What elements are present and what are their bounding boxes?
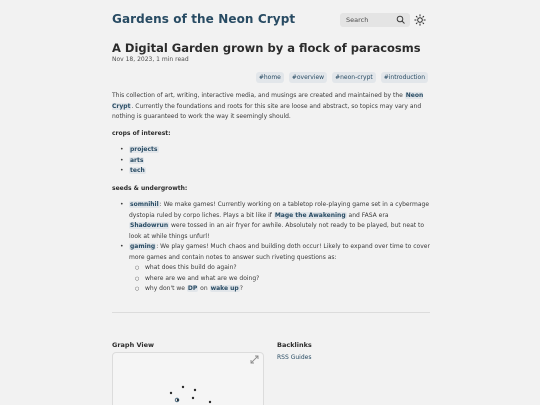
graph-canvas[interactable] [113,353,265,405]
backlink-rss-guides[interactable]: RSS Guides [277,354,312,361]
search-bar[interactable] [340,13,410,27]
wake-up-link[interactable]: wake up [210,285,239,292]
list-item [112,242,430,295]
seeds-heading: seeds & undergrowth: [112,184,188,192]
read-time: 1 min read [156,56,189,63]
tag-list [256,72,428,83]
graph-node [194,389,196,391]
list-item [129,284,430,295]
site-title[interactable]: Gardens of the Neon Crypt [112,12,296,26]
list-item [112,166,430,177]
gaming-questions [129,263,430,295]
intro-text: This collection of art, writing, interactive media, and musings are created and maintained by the [112,92,405,99]
projects-link[interactable]: projects [130,146,158,153]
intro-paragraph [112,91,430,123]
tag-overview[interactable]: #overview [289,72,327,83]
arts-link[interactable]: arts [130,156,144,164]
article-date: Nov 18, 2023, [112,56,155,63]
list-item [112,200,430,242]
graph-node [182,386,184,388]
shadowrun-link[interactable]: Shadowrun [130,222,169,229]
article-body [112,91,430,302]
article-meta [112,56,189,63]
list-item [112,145,430,156]
tech-link[interactable]: tech [130,167,145,174]
crops-heading: crops of interest: [112,129,171,137]
mage-link[interactable]: Mage the Awakening [274,211,346,219]
list-item: ○ where are we and what are we doing? [129,274,430,285]
graph-node [170,392,172,394]
list-item: ○ what does this build do again? [129,263,430,274]
backlinks-title: Backlinks [277,341,312,349]
somnihil-text-2: and FASA era [346,211,389,219]
graph-node [209,401,211,403]
gaming-link[interactable]: gaming [130,243,156,250]
somnihil-link[interactable]: somnihil [130,201,159,208]
q3-text-3: ? [239,285,243,292]
neon-crypt-link[interactable]: Neon Crypt [112,92,424,110]
expand-icon[interactable] [250,355,259,364]
q3-text-2: on [198,285,210,292]
tag-neon-crypt[interactable]: #neon-crypt [332,72,376,83]
graph-node [192,397,194,399]
graph-view[interactable] [112,352,264,405]
search-icon[interactable] [396,15,406,25]
somnihil-text-3: were tossed in an air fryer for awhile. Absolutely not ready to be played, but neat to look at while things unfurl! [129,222,425,240]
crops-list [112,145,430,177]
search-placeholder: Search [346,16,369,24]
seeds-list [112,200,430,295]
somnihil-text: : We make games! Currently working on a tabletop role-playing game set in a cybermage dystopia ruled by corpo liches. Plays a bit like if [129,201,430,219]
article-title: A Digital Garden grown by a flock of paracosms [112,41,421,55]
sun-icon[interactable] [414,14,426,26]
gaming-text: : We play games! Much chaos and building doth occur! Likely to expand over time to cover more games and contain notes to answer such riveting questions as: [129,243,430,261]
list-item [112,156,430,167]
q3-text: why don't we [145,285,187,292]
tag-home[interactable]: #home [256,72,284,83]
dp-link[interactable]: DP [187,285,198,292]
intro-text-cont: . Currently the foundations and roots for this site are loose and abstract, so topics may vary and nothing is guaranteed to work the way it seemingly should. [112,102,422,120]
divider [112,312,430,313]
graph-title: Graph View [112,341,155,349]
tag-introduction[interactable]: #introduction [381,72,428,83]
